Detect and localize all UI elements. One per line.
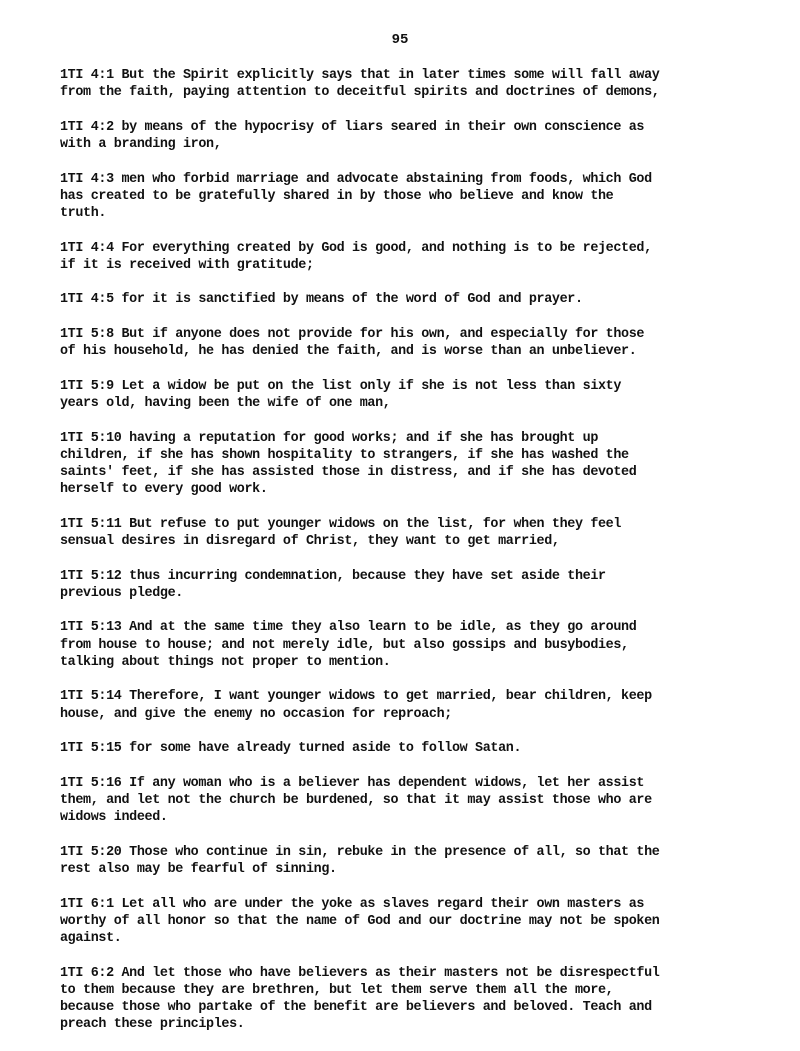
verse-line: 1TI 4:4 For everything created by God is good, and nothing is to be rejected, xyxy=(60,240,652,256)
verse-line: 1TI 5:14 Therefore, I want younger widows to get married, bear children, keep xyxy=(60,689,652,705)
verse-line: 1TI 5:13 And at the same time they also learn to be idle, as they go around xyxy=(60,620,637,636)
verse-line: house, and give the enemy no occasion for reproach; xyxy=(60,706,452,722)
verse-line: from house to house; and not merely idle, but also gossips and busybodies, xyxy=(60,637,629,653)
verse-line: previous pledge. xyxy=(60,585,183,601)
verse-line: talking about things not proper to mention. xyxy=(60,654,391,670)
verse-line: has created to be gratefully shared in by those who believe and know the xyxy=(60,188,614,204)
verse-line: 1TI 4:1 But the Spirit explicitly says that in later times some will fall away xyxy=(60,68,660,83)
verse-line: saints' feet, if she has assisted those in distress, and if she has devoted xyxy=(60,464,637,480)
verse-paragraph xyxy=(60,844,760,878)
verse-paragraph xyxy=(60,688,760,722)
verse-paragraph xyxy=(60,119,760,153)
verse-paragraph xyxy=(60,291,760,308)
verse-line: years old, having been the wife of one man, xyxy=(60,395,391,411)
verse-line: of his household, he has denied the faith, and is worse than an unbeliever. xyxy=(60,344,637,360)
verse-line: children, if she has shown hospitality to strangers, if she has washed the xyxy=(60,447,629,463)
verse-line: 1TI 5:12 thus incurring condemnation, because they have set aside their xyxy=(60,568,606,584)
verse-line: from the faith, paying attention to deceitful spirits and doctrines of demons, xyxy=(60,85,660,101)
verse-line: to them because they are brethren, but let them serve them all the more, xyxy=(60,982,614,998)
page-number: 95 xyxy=(391,32,409,48)
verse-line: worthy of all honor so that the name of God and our doctrine may not be spoken xyxy=(60,913,660,929)
verse-line: 1TI 5:9 Let a widow be put on the list only if she is not less than sixty xyxy=(60,378,622,394)
verse-line: with a branding iron, xyxy=(60,137,222,152)
verse-line: rest also may be fearful of sinning. xyxy=(60,861,337,877)
verse-line: them, and let not the church be burdened, so that it may assist those who are xyxy=(60,792,652,808)
verse-line: herself to every good work. xyxy=(60,482,268,498)
verse-line: widows indeed. xyxy=(60,810,168,826)
verse-paragraph xyxy=(60,740,760,757)
verse-line: 1TI 4:3 men who forbid marriage and advocate abstaining from foods, which God xyxy=(60,171,652,187)
verse-line: 1TI 5:11 But refuse to put younger widows on the list, for when they feel xyxy=(60,516,622,532)
verse-paragraph xyxy=(60,378,760,412)
verse-paragraph xyxy=(60,171,760,223)
verse-line: 1TI 5:10 having a reputation for good works; and if she has brought up xyxy=(60,430,598,446)
verse-line: 1TI 5:15 for some have already turned aside to follow Satan. xyxy=(60,741,522,757)
verse-line: preach these principles. xyxy=(60,1017,245,1033)
verse-paragraph xyxy=(60,67,760,101)
verse-line: 1TI 6:2 And let those who have believers as their masters not be disrespectful xyxy=(60,965,660,981)
verse-line: 1TI 5:8 But if anyone does not provide for his own, and especially for those xyxy=(60,326,645,342)
verse-paragraph xyxy=(60,619,760,671)
verse-line: 1TI 4:2 by means of the hypocrisy of liars seared in their own conscience as xyxy=(60,119,645,135)
verse-list xyxy=(60,67,760,1051)
verse-line: 1TI 5:16 If any woman who is a believer has dependent widows, let her assist xyxy=(60,775,645,791)
verse-paragraph xyxy=(60,516,760,550)
verse-line: because those who partake of the benefit are believers and beloved. Teach and xyxy=(60,999,652,1015)
verse-line: 1TI 6:1 Let all who are under the yoke as slaves regard their own masters as xyxy=(60,896,645,912)
verse-line: if it is received with gratitude; xyxy=(60,257,314,273)
verse-line: truth. xyxy=(60,206,107,221)
verse-paragraph xyxy=(60,775,760,827)
verse-line: 1TI 5:20 Those who continue in sin, rebuke in the presence of all, so that the xyxy=(60,844,660,860)
verse-paragraph xyxy=(60,896,760,948)
verse-line: sensual desires in disregard of Christ, they want to get married, xyxy=(60,533,560,549)
verse-paragraph xyxy=(60,568,760,602)
verse-paragraph xyxy=(60,326,760,360)
verse-paragraph xyxy=(60,430,760,499)
verse-line: against. xyxy=(60,930,122,946)
verse-line: 1TI 4:5 for it is sanctified by means of the word of God and prayer. xyxy=(60,292,583,308)
verse-paragraph xyxy=(60,240,760,274)
verse-paragraph xyxy=(60,965,760,1034)
